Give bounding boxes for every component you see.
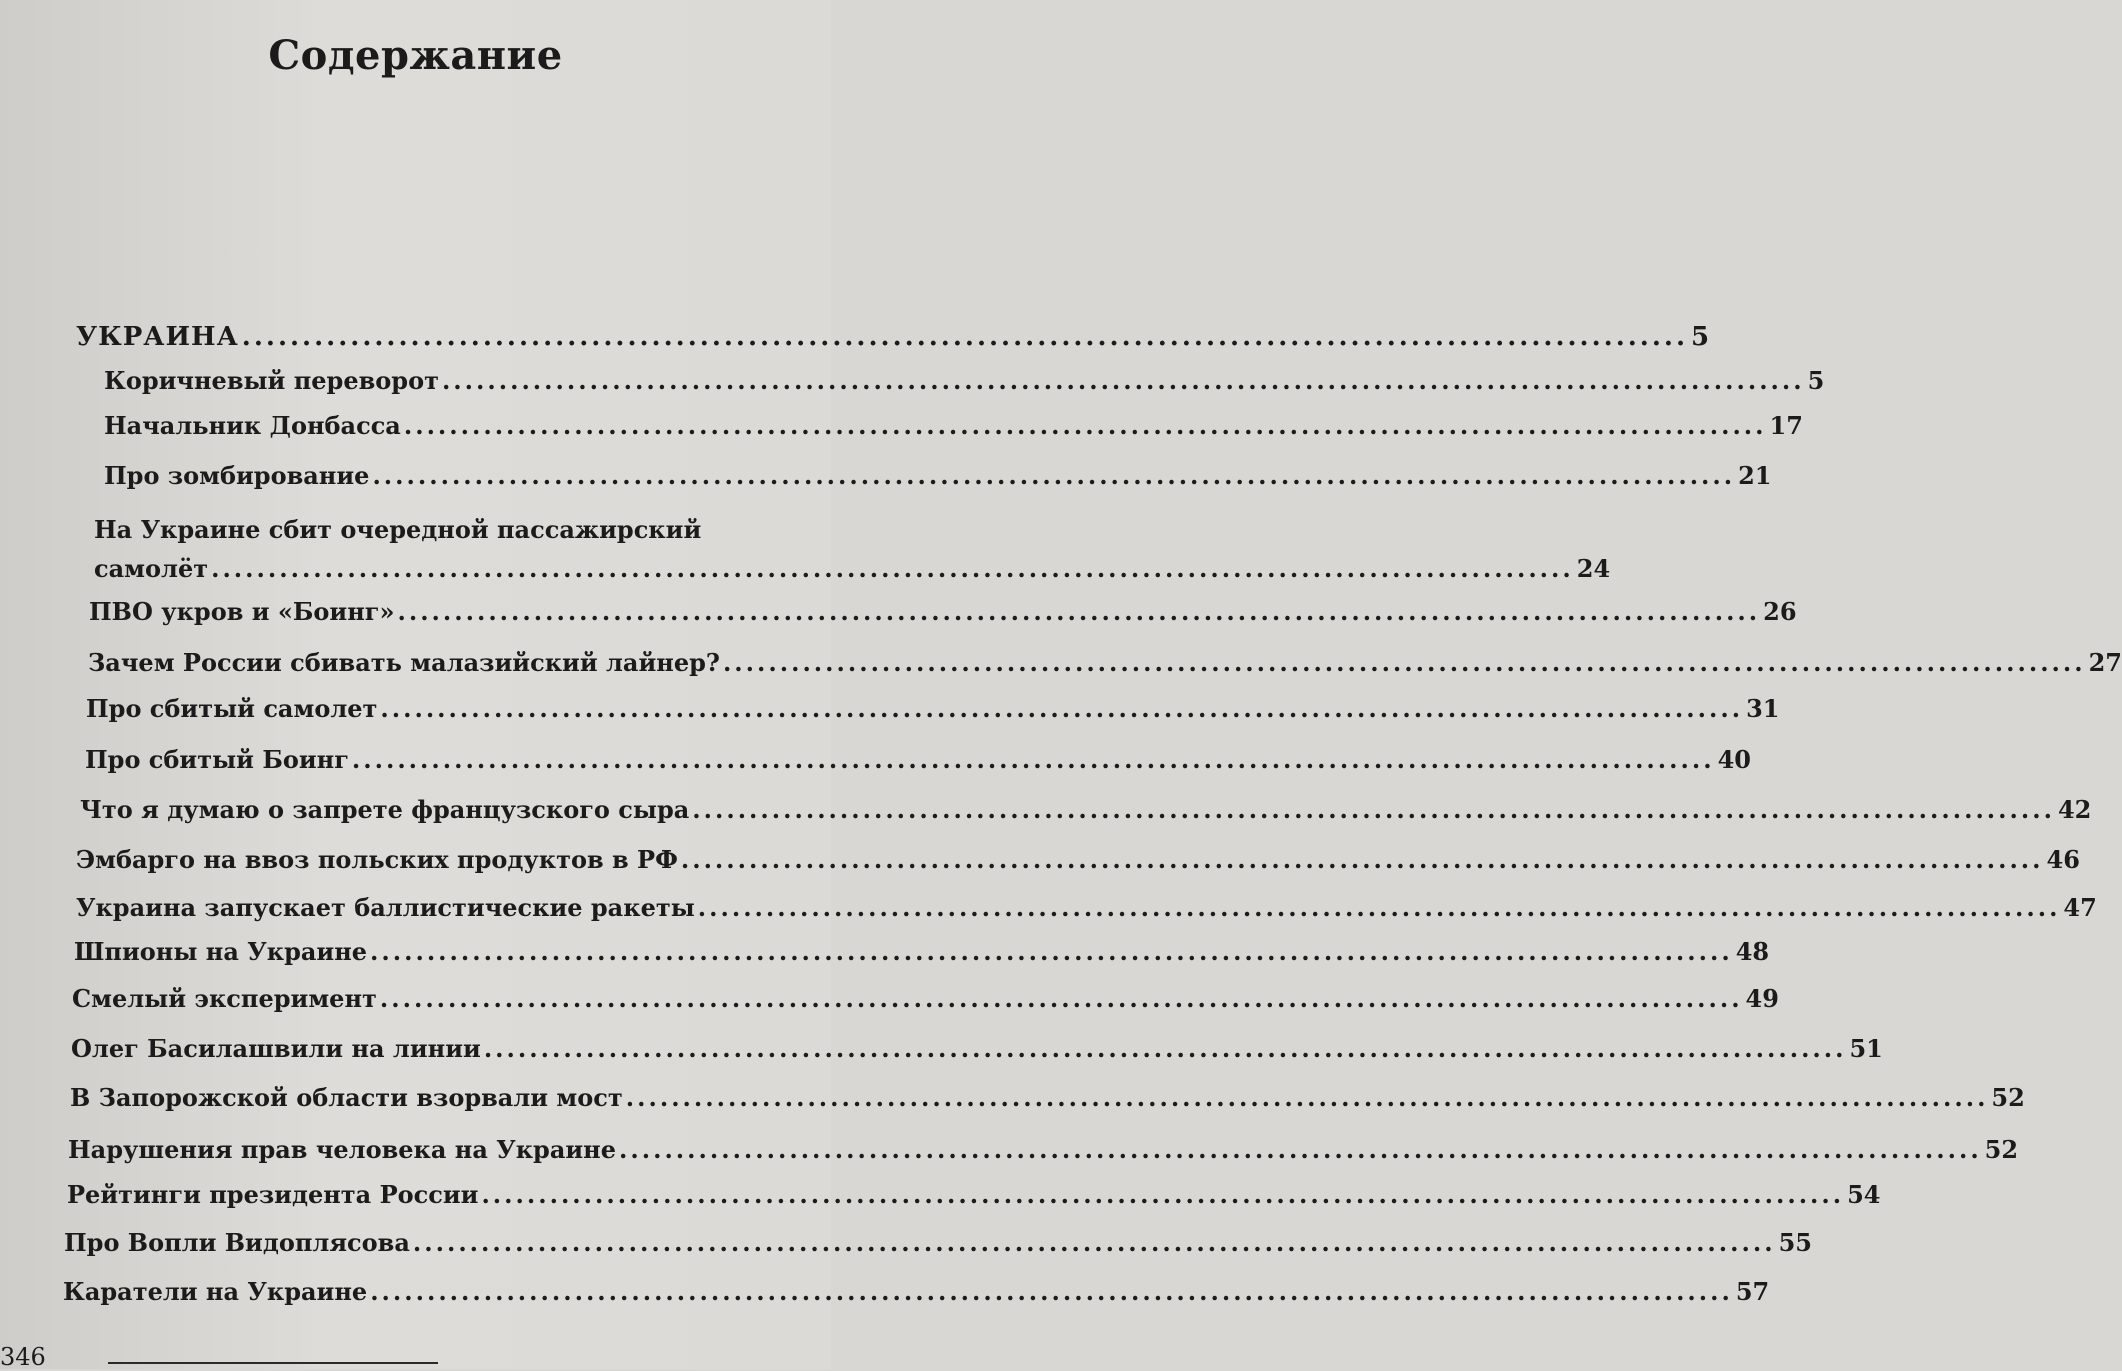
toc-entry <box>80 795 2092 824</box>
toc-leader-dots <box>413 1228 1776 1257</box>
toc-entry-page: 27 <box>2088 648 2122 677</box>
toc-leader-dots <box>626 1083 1989 1112</box>
toc-entry-page: 48 <box>1735 937 1770 966</box>
toc-entry-page: 55 <box>1778 1228 1812 1257</box>
toc-entry-label: Про сбитый Боинг <box>85 745 349 774</box>
toc-entry-label: ПВО укров и «Боинг» <box>89 597 395 626</box>
toc-entry-label: Нарушения прав человека на Украине <box>68 1135 617 1164</box>
toc-entry-page: 40 <box>1717 745 1751 774</box>
toc-leader-dots <box>723 648 2086 677</box>
toc-leader-dots <box>242 322 1688 352</box>
toc-leader-dots <box>484 1034 1847 1063</box>
toc-leader-dots <box>372 461 1735 490</box>
toc-entry-page: 21 <box>1738 461 1772 490</box>
toc-entry <box>72 984 1779 1013</box>
toc-entry-label: Про зомбирование <box>104 461 370 490</box>
toc-entry-label: Шпионы на Украине <box>74 937 368 966</box>
toc-section-page: 5 <box>1691 322 1710 352</box>
toc-entry-page: 42 <box>2057 795 2092 824</box>
toc-entry-label: Зачем России сбивать малазийский лайнер? <box>88 648 720 677</box>
toc-entry-label: Рейтинги президента России <box>67 1180 479 1209</box>
toc-entry-label: Смелый эксперимент <box>72 984 377 1013</box>
toc-entry-label: В Запорожской области взорвали мост <box>70 1083 623 1112</box>
toc-leader-dots <box>442 366 1805 395</box>
toc-entry <box>89 597 1797 626</box>
toc-entry-page: 26 <box>1763 597 1797 626</box>
toc-entry-page: 31 <box>1746 694 1780 723</box>
toc-entry <box>70 1083 2025 1112</box>
toc-entry-page: 24 <box>1576 554 1611 583</box>
toc-entry <box>63 1277 1770 1306</box>
toc-leader-dots <box>370 937 1733 966</box>
toc-entry <box>76 845 2080 874</box>
toc-entry-page: 46 <box>2046 845 2080 874</box>
toc-entry <box>76 893 2097 922</box>
toc-entry <box>104 366 1825 395</box>
toc-leader-dots <box>698 893 2061 922</box>
toc-leader-dots <box>370 1277 1733 1306</box>
toc-leader-dots <box>404 411 1767 440</box>
toc-entry-label: Начальник Донбасса <box>104 411 401 440</box>
toc-entry-page: 52 <box>1984 1135 2019 1164</box>
toc-entry-page: 52 <box>1991 1083 2025 1112</box>
toc-leader-dots <box>681 845 2044 874</box>
toc-entry <box>104 461 1772 490</box>
toc-entry <box>68 1135 2019 1164</box>
toc-entry <box>74 937 1770 966</box>
page-title: Содержание <box>268 32 563 79</box>
toc-entry-page: 51 <box>1849 1034 1883 1063</box>
toc-entry-label: Про сбитый самолет <box>86 694 378 723</box>
toc-leader-dots <box>619 1135 1982 1164</box>
toc-entry <box>104 411 1803 440</box>
toc-entry-label: Коричневый переворот <box>104 366 439 395</box>
toc-entry-label: Эмбарго на ввоз польских продуктов в РФ <box>76 845 678 874</box>
toc-leader-dots <box>692 795 2055 824</box>
toc-entry-page: 49 <box>1745 984 1779 1013</box>
toc-entry <box>71 1034 1883 1063</box>
toc-leader-dots <box>481 1180 1844 1209</box>
toc-entry <box>94 515 1611 583</box>
toc-section-label: УКРАИНА <box>76 322 239 352</box>
toc-leader-dots: ........................................................................................................................ <box>211 554 1574 583</box>
toc-leader-dots <box>352 745 1715 774</box>
toc-leader-dots <box>380 694 1743 723</box>
page-number: 346 <box>0 1343 46 1371</box>
toc-entry <box>67 1180 1881 1209</box>
toc-entry-label: Олег Басилашвили на линии <box>71 1034 481 1063</box>
footer-rule <box>108 1362 438 1364</box>
toc-entry-label-line2: самолёт <box>94 554 209 583</box>
toc-entry-label: Каратели на Украине <box>63 1277 368 1306</box>
toc-entry <box>64 1228 1812 1257</box>
toc-leader-dots <box>380 984 1743 1013</box>
toc-section <box>76 322 1710 352</box>
toc-entry-page: 17 <box>1769 411 1803 440</box>
toc-entry-page: 5 <box>1807 366 1825 395</box>
toc-entry <box>88 648 2122 677</box>
toc-entry-page: 47 <box>2063 893 2097 922</box>
toc-leader-dots <box>397 597 1760 626</box>
toc-entry <box>86 694 1780 723</box>
toc-entry-label: Украина запускает баллистические ракеты <box>76 893 695 922</box>
toc-entry-label: Про Вопли Видоплясова <box>64 1228 410 1257</box>
toc-entry <box>85 745 1751 774</box>
toc-entry-page: 54 <box>1847 1180 1881 1209</box>
toc-entry-label-line1: На Украине сбит очередной пассажирский <box>94 515 702 544</box>
toc-entry-label: Что я думаю о запрете французского сыра <box>80 795 690 824</box>
toc-entry-page: 57 <box>1735 1277 1770 1306</box>
